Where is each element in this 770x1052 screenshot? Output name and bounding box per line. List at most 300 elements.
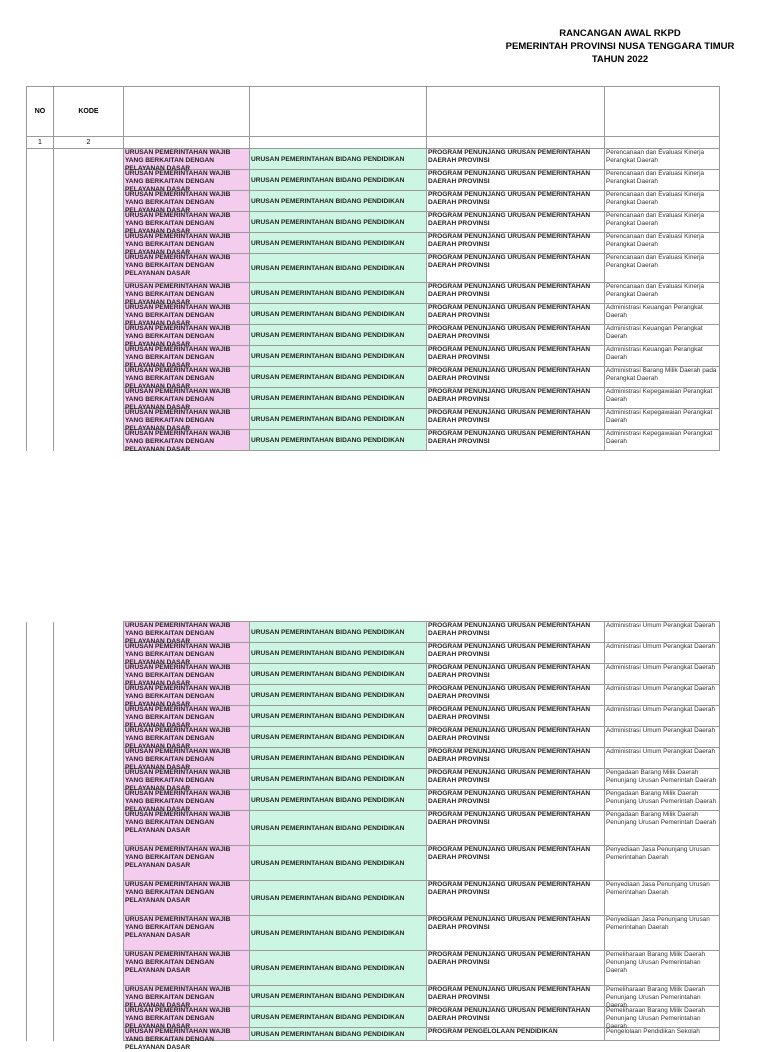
urusan-cell xyxy=(124,643,250,664)
table-row xyxy=(27,254,720,283)
urusan-cell xyxy=(124,748,250,769)
urusan-cell xyxy=(124,769,250,790)
urusan-cell-text: URUSAN PEMERINTAHAN WAJIB YANG BERKAITAN DENGAN PELAYANAN DASAR xyxy=(125,254,231,277)
urusan-cell xyxy=(124,811,250,846)
kegiatan-cell-text: Penyediaan Jasa Penunjang Urusan Pemerintahan Daerah xyxy=(606,881,710,896)
kegiatan-cell-text: Penyediaan Jasa Penunjang Urusan Pemerintahan Daerah xyxy=(606,916,710,931)
kegiatan-cell xyxy=(605,430,720,451)
program-cell xyxy=(427,170,605,191)
kegiatan-cell xyxy=(605,409,720,430)
kegiatan-cell-text: Pengadaan Barang Milik Daerah Penunjang Urusan Pemerintah Daerah xyxy=(606,790,717,805)
program-cell xyxy=(427,727,605,748)
table-row xyxy=(27,212,720,233)
kegiatan-cell-text: Administrasi Kepegawaian Perangkat Daerah xyxy=(606,388,713,403)
kegiatan-cell xyxy=(605,233,720,254)
no-cell xyxy=(27,254,54,283)
program-cell xyxy=(427,233,605,254)
table-row xyxy=(27,325,720,346)
no-cell xyxy=(27,304,54,325)
bidang-cell xyxy=(250,916,427,951)
kegiatan-cell-text: Perencanaan dan Evaluasi Kinerja Perangkat Daerah xyxy=(606,191,705,206)
bidang-cell xyxy=(250,325,427,346)
urusan-cell xyxy=(124,325,250,346)
kode-cell xyxy=(54,388,124,409)
program-cell xyxy=(427,212,605,233)
bidang-cell-text: URUSAN PEMERINTAHAN BIDANG PENDIDIKAN xyxy=(251,1030,405,1038)
kegiatan-cell xyxy=(605,346,720,367)
bidang-cell-text: URUSAN PEMERINTAHAN BIDANG PENDIDIKAN xyxy=(251,1013,405,1021)
program-cell-text: PROGRAM PENUNJANG URUSAN PEMERINTAHAN DAERAH PROVINSI xyxy=(428,430,591,445)
kode-cell xyxy=(54,790,124,811)
urusan-cell xyxy=(124,846,250,881)
program-cell-text: PROGRAM PENUNJANG URUSAN PEMERINTAHAN DAERAH PROVINSI xyxy=(428,346,591,361)
kode-cell xyxy=(54,706,124,727)
kode-cell xyxy=(54,1028,124,1041)
report-title: RANCANGAN AWAL RKPD xyxy=(559,28,681,39)
program-cell xyxy=(427,790,605,811)
no-cell xyxy=(27,191,54,212)
column-header-blank xyxy=(427,87,605,137)
kegiatan-cell xyxy=(605,664,720,685)
kode-cell xyxy=(54,846,124,881)
kegiatan-cell xyxy=(605,790,720,811)
urusan-cell-text: URUSAN PEMERINTAHAN WAJIB YANG BERKAITAN DENGAN PELAYANAN DASAR xyxy=(125,881,231,904)
kegiatan-cell-text: Perencanaan dan Evaluasi Kinerja Perangkat Daerah xyxy=(606,254,705,269)
table-row xyxy=(27,346,720,367)
budget-table-page-2 xyxy=(26,621,720,1051)
program-cell xyxy=(427,283,605,304)
program-cell-text: PROGRAM PENUNJANG URUSAN PEMERINTAHAN DAERAH PROVINSI xyxy=(428,367,591,382)
urusan-cell-text: URUSAN PEMERINTAHAN WAJIB YANG BERKAITAN DENGAN PELAYANAN DASAR xyxy=(125,986,231,1009)
kegiatan-cell-text: Pemeliharaan Barang Milik Daerah Penunjang Urusan Pemerintahan Daerah xyxy=(606,1007,706,1030)
bidang-cell xyxy=(250,1007,427,1028)
bidang-cell xyxy=(250,748,427,769)
no-cell xyxy=(27,170,54,191)
no-cell xyxy=(27,790,54,811)
kode-cell xyxy=(54,191,124,212)
table-row xyxy=(27,881,720,916)
program-cell xyxy=(427,916,605,951)
kegiatan-cell xyxy=(605,881,720,916)
urusan-cell xyxy=(124,304,250,325)
urusan-cell xyxy=(124,346,250,367)
table-row xyxy=(27,283,720,304)
table-row xyxy=(27,1007,720,1028)
urusan-cell-text: URUSAN PEMERINTAHAN WAJIB YANG BERKAITAN DENGAN PELAYANAN DASAR xyxy=(125,811,231,834)
no-cell xyxy=(27,643,54,664)
program-cell-text: PROGRAM PENUNJANG URUSAN PEMERINTAHAN DAERAH PROVINSI xyxy=(428,790,591,805)
bidang-cell xyxy=(250,664,427,685)
kegiatan-cell xyxy=(605,325,720,346)
table-row xyxy=(27,685,720,706)
budget-table-page-1 xyxy=(26,86,720,451)
kegiatan-cell xyxy=(605,388,720,409)
program-cell-text: PROGRAM PENUNJANG URUSAN PEMERINTAHAN DAERAH PROVINSI xyxy=(428,283,591,298)
urusan-cell-text: URUSAN PEMERINTAHAN WAJIB YANG BERKAITAN DENGAN PELAYANAN DASAR xyxy=(125,769,231,792)
urusan-cell-text: URUSAN PEMERINTAHAN WAJIB YANG BERKAITAN DENGAN PELAYANAN DASAR xyxy=(125,685,231,708)
bidang-cell-text: URUSAN PEMERINTAHAN BIDANG PENDIDIKAN xyxy=(251,436,405,444)
bidang-cell-text: URUSAN PEMERINTAHAN BIDANG PENDIDIKAN xyxy=(251,239,405,247)
no-cell xyxy=(27,881,54,916)
urusan-cell-text: URUSAN PEMERINTAHAN WAJIB YANG BERKAITAN DENGAN PELAYANAN DASAR xyxy=(125,748,231,771)
bidang-cell-text: URUSAN PEMERINTAHAN BIDANG PENDIDIKAN xyxy=(251,670,405,678)
kegiatan-cell-text: Administrasi Keuangan Perangkat Daerah xyxy=(606,304,703,319)
no-cell xyxy=(27,388,54,409)
bidang-cell xyxy=(250,191,427,212)
kegiatan-cell-text: Pengelolaan Pendidikan Sekolah xyxy=(606,1028,700,1035)
bidang-cell-text: URUSAN PEMERINTAHAN BIDANG PENDIDIKAN xyxy=(251,197,405,205)
bidang-cell xyxy=(250,149,427,170)
bidang-cell-text: URUSAN PEMERINTAHAN BIDANG PENDIDIKAN xyxy=(251,628,405,636)
table-row xyxy=(27,170,720,191)
urusan-cell-text: URUSAN PEMERINTAHAN WAJIB YANG BERKAITAN DENGAN PELAYANAN DASAR xyxy=(125,367,231,390)
no-cell xyxy=(27,706,54,727)
bidang-cell-text: URUSAN PEMERINTAHAN BIDANG PENDIDIKAN xyxy=(251,859,405,867)
kode-cell xyxy=(54,811,124,846)
program-cell-text: PROGRAM PENUNJANG URUSAN PEMERINTAHAN DAERAH PROVINSI xyxy=(428,388,591,403)
urusan-cell xyxy=(124,664,250,685)
bidang-cell xyxy=(250,254,427,283)
table-row xyxy=(27,986,720,1007)
program-cell-text: PROGRAM PENUNJANG URUSAN PEMERINTAHAN DAERAH PROVINSI xyxy=(428,643,591,658)
program-cell xyxy=(427,769,605,790)
kode-cell xyxy=(54,149,124,170)
kegiatan-cell-text: Perencanaan dan Evaluasi Kinerja Perangkat Daerah xyxy=(606,283,705,298)
kegiatan-cell-text: Administrasi Umum Perangkat Daerah xyxy=(606,748,716,755)
no-cell xyxy=(27,727,54,748)
program-cell-text: PROGRAM PENUNJANG URUSAN PEMERINTAHAN DAERAH PROVINSI xyxy=(428,212,591,227)
table-row xyxy=(27,191,720,212)
urusan-cell xyxy=(124,191,250,212)
urusan-cell-text: URUSAN PEMERINTAHAN WAJIB YANG BERKAITAN DENGAN PELAYANAN DASAR xyxy=(125,727,231,750)
bidang-cell xyxy=(250,846,427,881)
kode-cell xyxy=(54,283,124,304)
kegiatan-cell xyxy=(605,212,720,233)
urusan-cell xyxy=(124,1028,250,1051)
urusan-cell xyxy=(124,233,250,254)
kegiatan-cell xyxy=(605,951,720,986)
bidang-cell-text: URUSAN PEMERINTAHAN BIDANG PENDIDIKAN xyxy=(251,289,405,297)
table-row xyxy=(27,149,720,170)
kode-cell xyxy=(54,254,124,283)
no-cell xyxy=(27,149,54,170)
program-cell xyxy=(427,951,605,986)
no-cell xyxy=(27,769,54,790)
program-cell xyxy=(427,748,605,769)
table-row xyxy=(27,811,720,846)
urusan-cell-text: URUSAN PEMERINTAHAN WAJIB YANG BERKAITAN DENGAN PELAYANAN DASAR xyxy=(125,430,231,453)
kode-cell xyxy=(54,304,124,325)
bidang-cell xyxy=(250,951,427,986)
kegiatan-cell xyxy=(605,191,720,212)
urusan-cell xyxy=(124,388,250,409)
bidang-cell-text: URUSAN PEMERINTAHAN BIDANG PENDIDIKAN xyxy=(251,264,405,272)
program-cell-text: PROGRAM PENUNJANG URUSAN PEMERINTAHAN DAERAH PROVINSI xyxy=(428,706,591,721)
no-cell xyxy=(27,986,54,1007)
kegiatan-cell-text: Administrasi Kepegawaian Perangkat Daerah xyxy=(606,430,713,445)
kegiatan-cell-text: Administrasi Umum Perangkat Daerah xyxy=(606,643,716,650)
program-cell xyxy=(427,191,605,212)
urusan-cell-text: URUSAN PEMERINTAHAN WAJIB YANG BERKAITAN DENGAN PELAYANAN DASAR xyxy=(125,325,231,348)
table-row xyxy=(27,233,720,254)
urusan-cell-text: URUSAN PEMERINTAHAN WAJIB YANG BERKAITAN DENGAN PELAYANAN DASAR xyxy=(125,304,231,327)
urusan-cell xyxy=(124,881,250,916)
kegiatan-cell-text: Pengadaan Barang Milik Daerah Penunjang Urusan Pemerintah Daerah xyxy=(606,769,717,784)
program-cell-text: PROGRAM PENUNJANG URUSAN PEMERINTAHAN DAERAH PROVINSI xyxy=(428,664,591,679)
no-cell xyxy=(27,212,54,233)
kegiatan-cell xyxy=(605,1007,720,1028)
kegiatan-cell xyxy=(605,846,720,881)
urusan-cell-text: URUSAN PEMERINTAHAN WAJIB YANG BERKAITAN DENGAN PELAYANAN DASAR xyxy=(125,212,231,235)
bidang-cell xyxy=(250,685,427,706)
no-cell xyxy=(27,1028,54,1041)
urusan-cell-text: URUSAN PEMERINTAHAN WAJIB YANG BERKAITAN DENGAN PELAYANAN DASAR xyxy=(125,951,231,974)
no-cell xyxy=(27,346,54,367)
program-cell xyxy=(427,367,605,388)
column-header-blank xyxy=(605,87,720,137)
urusan-cell xyxy=(124,706,250,727)
kegiatan-cell xyxy=(605,769,720,790)
program-cell xyxy=(427,304,605,325)
kegiatan-cell-text: Administrasi Umum Perangkat Daerah xyxy=(606,622,716,629)
urusan-cell-text: URUSAN PEMERINTAHAN WAJIB YANG BERKAITAN DENGAN PELAYANAN DASAR xyxy=(125,346,231,369)
program-cell xyxy=(427,1007,605,1028)
bidang-cell xyxy=(250,212,427,233)
kode-cell xyxy=(54,881,124,916)
urusan-cell xyxy=(124,283,250,304)
bidang-cell xyxy=(250,170,427,191)
urusan-cell xyxy=(124,430,250,451)
urusan-cell-text: URUSAN PEMERINTAHAN WAJIB YANG BERKAITAN DENGAN PELAYANAN DASAR xyxy=(125,706,231,729)
urusan-cell-text: URUSAN PEMERINTAHAN WAJIB YANG BERKAITAN DENGAN PELAYANAN DASAR xyxy=(125,149,231,172)
urusan-cell-text: URUSAN PEMERINTAHAN WAJIB YANG BERKAITAN DENGAN PELAYANAN DASAR xyxy=(125,1028,231,1051)
kegiatan-cell xyxy=(605,283,720,304)
program-cell xyxy=(427,325,605,346)
kode-cell xyxy=(54,170,124,191)
bidang-cell-text: URUSAN PEMERINTAHAN BIDANG PENDIDIKAN xyxy=(251,929,405,937)
kode-cell xyxy=(54,748,124,769)
kegiatan-cell-text: Penyediaan Jasa Penunjang Urusan Pemerintahan Daerah xyxy=(606,846,710,861)
kegiatan-cell-text: Administrasi Umum Perangkat Daerah xyxy=(606,664,716,671)
program-cell-text: PROGRAM PENUNJANG URUSAN PEMERINTAHAN DAERAH PROVINSI xyxy=(428,986,591,1001)
program-cell-text: PROGRAM PENUNJANG URUSAN PEMERINTAHAN DAERAH PROVINSI xyxy=(428,916,591,931)
program-cell xyxy=(427,388,605,409)
program-cell-text: PROGRAM PENUNJANG URUSAN PEMERINTAHAN DAERAH PROVINSI xyxy=(428,622,591,637)
bidang-cell xyxy=(250,706,427,727)
urusan-cell xyxy=(124,149,250,170)
bidang-cell-text: URUSAN PEMERINTAHAN BIDANG PENDIDIKAN xyxy=(251,712,405,720)
urusan-cell xyxy=(124,367,250,388)
program-cell xyxy=(427,685,605,706)
bidang-cell xyxy=(250,643,427,664)
no-cell xyxy=(27,430,54,451)
bidang-cell xyxy=(250,346,427,367)
urusan-cell-text: URUSAN PEMERINTAHAN WAJIB YANG BERKAITAN DENGAN PELAYANAN DASAR xyxy=(125,170,231,193)
kegiatan-cell xyxy=(605,916,720,951)
kegiatan-cell xyxy=(605,685,720,706)
kegiatan-cell xyxy=(605,304,720,325)
program-cell-text: PROGRAM PENUNJANG URUSAN PEMERINTAHAN DAERAH PROVINSI xyxy=(428,149,591,164)
bidang-cell-text: URUSAN PEMERINTAHAN BIDANG PENDIDIKAN xyxy=(251,649,405,657)
table-row xyxy=(27,706,720,727)
kegiatan-cell xyxy=(605,643,720,664)
urusan-cell xyxy=(124,790,250,811)
urusan-cell xyxy=(124,685,250,706)
bidang-cell-text: URUSAN PEMERINTAHAN BIDANG PENDIDIKAN xyxy=(251,352,405,360)
program-cell xyxy=(427,1028,605,1041)
kegiatan-cell xyxy=(605,170,720,191)
no-cell xyxy=(27,846,54,881)
bidang-cell xyxy=(250,881,427,916)
bidang-cell-text: URUSAN PEMERINTAHAN BIDANG PENDIDIKAN xyxy=(251,373,405,381)
table-row xyxy=(27,388,720,409)
urusan-cell-text: URUSAN PEMERINTAHAN WAJIB YANG BERKAITAN DENGAN PELAYANAN DASAR xyxy=(125,916,231,939)
kegiatan-cell xyxy=(605,748,720,769)
no-cell xyxy=(27,916,54,951)
no-cell xyxy=(27,283,54,304)
kegiatan-cell-text: Administrasi Barang Milik Daerah pada Perangkat Daerah xyxy=(606,367,717,382)
urusan-cell xyxy=(124,212,250,233)
kegiatan-cell-text: Perencanaan dan Evaluasi Kinerja Perangkat Daerah xyxy=(606,212,705,227)
bidang-cell xyxy=(250,790,427,811)
no-cell xyxy=(27,325,54,346)
program-cell-text: PROGRAM PENUNJANG URUSAN PEMERINTAHAN DAERAH PROVINSI xyxy=(428,748,591,763)
bidang-cell-text: URUSAN PEMERINTAHAN BIDANG PENDIDIKAN xyxy=(251,796,405,804)
urusan-cell-text: URUSAN PEMERINTAHAN WAJIB YANG BERKAITAN DENGAN PELAYANAN DASAR xyxy=(125,643,231,666)
column-header-kode: KODE xyxy=(54,87,124,137)
bidang-cell xyxy=(250,304,427,325)
kegiatan-cell-text: Administrasi Keuangan Perangkat Daerah xyxy=(606,325,703,340)
column-header-blank xyxy=(124,87,250,137)
program-cell-text: PROGRAM PENUNJANG URUSAN PEMERINTAHAN DAERAH PROVINSI xyxy=(428,304,591,319)
program-cell-text: PROGRAM PENGELOLAAN PENDIDIKAN xyxy=(428,1028,558,1035)
bidang-cell xyxy=(250,367,427,388)
program-cell-text: PROGRAM PENUNJANG URUSAN PEMERINTAHAN DAERAH PROVINSI xyxy=(428,409,591,424)
kode-cell xyxy=(54,233,124,254)
program-cell xyxy=(427,986,605,1007)
urusan-cell xyxy=(124,170,250,191)
kegiatan-cell-text: Pengadaan Barang Milik Daerah Penunjang Urusan Pemerintah Daerah xyxy=(606,811,717,826)
kode-cell xyxy=(54,916,124,951)
kegiatan-cell xyxy=(605,1028,720,1041)
urusan-cell-text: URUSAN PEMERINTAHAN WAJIB YANG BERKAITAN DENGAN PELAYANAN DASAR xyxy=(125,191,231,214)
no-cell xyxy=(27,811,54,846)
table-row xyxy=(27,409,720,430)
program-cell xyxy=(427,846,605,881)
program-cell xyxy=(427,664,605,685)
table-row xyxy=(27,727,720,748)
kode-cell xyxy=(54,212,124,233)
no-cell xyxy=(27,1007,54,1028)
urusan-cell-text: URUSAN PEMERINTAHAN WAJIB YANG BERKAITAN DENGAN PELAYANAN DASAR xyxy=(125,622,231,645)
kegiatan-cell-text: Pemeliharaan Barang Milik Daerah Penunjang Urusan Pemerintahan Daerah xyxy=(606,986,706,1009)
kegiatan-cell-text: Perencanaan dan Evaluasi Kinerja Perangkat Daerah xyxy=(606,149,705,164)
kode-cell xyxy=(54,643,124,664)
program-cell xyxy=(427,811,605,846)
bidang-cell xyxy=(250,986,427,1007)
table-row xyxy=(27,769,720,790)
program-cell-text: PROGRAM PENUNJANG URUSAN PEMERINTAHAN DAERAH PROVINSI xyxy=(428,1007,591,1022)
report-government: PEMERINTAH PROVINSI NUSA TENGGARA TIMUR xyxy=(505,41,735,52)
no-cell xyxy=(27,951,54,986)
column-number-kode: 2 xyxy=(54,137,124,149)
bidang-cell-text: URUSAN PEMERINTAHAN BIDANG PENDIDIKAN xyxy=(251,894,405,902)
program-cell-text: PROGRAM PENUNJANG URUSAN PEMERINTAHAN DAERAH PROVINSI xyxy=(428,254,591,269)
table-row xyxy=(27,664,720,685)
bidang-cell xyxy=(250,409,427,430)
urusan-cell-text: URUSAN PEMERINTAHAN WAJIB YANG BERKAITAN DENGAN PELAYANAN DASAR xyxy=(125,283,231,306)
program-cell-text: PROGRAM PENUNJANG URUSAN PEMERINTAHAN DAERAH PROVINSI xyxy=(428,191,591,206)
kegiatan-cell xyxy=(605,254,720,283)
no-cell xyxy=(27,233,54,254)
urusan-cell-text: URUSAN PEMERINTAHAN WAJIB YANG BERKAITAN DENGAN PELAYANAN DASAR xyxy=(125,790,231,813)
program-cell-text: PROGRAM PENUNJANG URUSAN PEMERINTAHAN DAERAH PROVINSI xyxy=(428,727,591,742)
table-row xyxy=(27,951,720,986)
bidang-cell-text: URUSAN PEMERINTAHAN BIDANG PENDIDIKAN xyxy=(251,733,405,741)
kegiatan-cell-text: Administrasi Kepegawaian Perangkat Daerah xyxy=(606,409,713,424)
program-cell xyxy=(427,254,605,283)
column-header-no: NO xyxy=(27,87,54,137)
bidang-cell xyxy=(250,622,427,643)
urusan-cell xyxy=(124,409,250,430)
bidang-cell-text: URUSAN PEMERINTAHAN BIDANG PENDIDIKAN xyxy=(251,155,405,163)
bidang-cell-text: URUSAN PEMERINTAHAN BIDANG PENDIDIKAN xyxy=(251,310,405,318)
program-cell-text: PROGRAM PENUNJANG URUSAN PEMERINTAHAN DAERAH PROVINSI xyxy=(428,325,591,340)
urusan-cell-text: URUSAN PEMERINTAHAN WAJIB YANG BERKAITAN DENGAN PELAYANAN DASAR xyxy=(125,233,231,256)
bidang-cell-text: URUSAN PEMERINTAHAN BIDANG PENDIDIKAN xyxy=(251,775,405,783)
program-cell-text: PROGRAM PENUNJANG URUSAN PEMERINTAHAN DAERAH PROVINSI xyxy=(428,233,591,248)
kode-cell xyxy=(54,727,124,748)
no-cell xyxy=(27,622,54,643)
program-cell xyxy=(427,622,605,643)
program-cell xyxy=(427,430,605,451)
kegiatan-cell xyxy=(605,727,720,748)
bidang-cell xyxy=(250,283,427,304)
no-cell xyxy=(27,748,54,769)
urusan-cell xyxy=(124,622,250,643)
kode-cell xyxy=(54,1007,124,1028)
urusan-cell xyxy=(124,951,250,986)
table-row xyxy=(27,430,720,451)
program-cell xyxy=(427,346,605,367)
program-cell-text: PROGRAM PENUNJANG URUSAN PEMERINTAHAN DAERAH PROVINSI xyxy=(428,846,591,861)
bidang-cell-text: URUSAN PEMERINTAHAN BIDANG PENDIDIKAN xyxy=(251,691,405,699)
kode-cell xyxy=(54,622,124,643)
no-cell xyxy=(27,685,54,706)
bidang-cell-text: URUSAN PEMERINTAHAN BIDANG PENDIDIKAN xyxy=(251,176,405,184)
kode-cell xyxy=(54,769,124,790)
bidang-cell xyxy=(250,388,427,409)
bidang-cell xyxy=(250,769,427,790)
kegiatan-cell-text: Perencanaan dan Evaluasi Kinerja Perangkat Daerah xyxy=(606,170,705,185)
table-row xyxy=(27,748,720,769)
bidang-cell xyxy=(250,811,427,846)
urusan-cell xyxy=(124,1007,250,1028)
bidang-cell-text: URUSAN PEMERINTAHAN BIDANG PENDIDIKAN xyxy=(251,964,405,972)
urusan-cell xyxy=(124,254,250,283)
bidang-cell xyxy=(250,727,427,748)
column-header-blank xyxy=(250,87,427,137)
table-row xyxy=(27,622,720,643)
no-cell xyxy=(27,367,54,388)
bidang-cell-text: URUSAN PEMERINTAHAN BIDANG PENDIDIKAN xyxy=(251,754,405,762)
urusan-cell-text: URUSAN PEMERINTAHAN WAJIB YANG BERKAITAN DENGAN PELAYANAN DASAR xyxy=(125,409,231,432)
no-cell xyxy=(27,664,54,685)
program-cell xyxy=(427,706,605,727)
table-row xyxy=(27,790,720,811)
program-cell-text: PROGRAM PENUNJANG URUSAN PEMERINTAHAN DAERAH PROVINSI xyxy=(428,881,591,896)
urusan-cell-text: URUSAN PEMERINTAHAN WAJIB YANG BERKAITAN DENGAN PELAYANAN DASAR xyxy=(125,1007,231,1030)
